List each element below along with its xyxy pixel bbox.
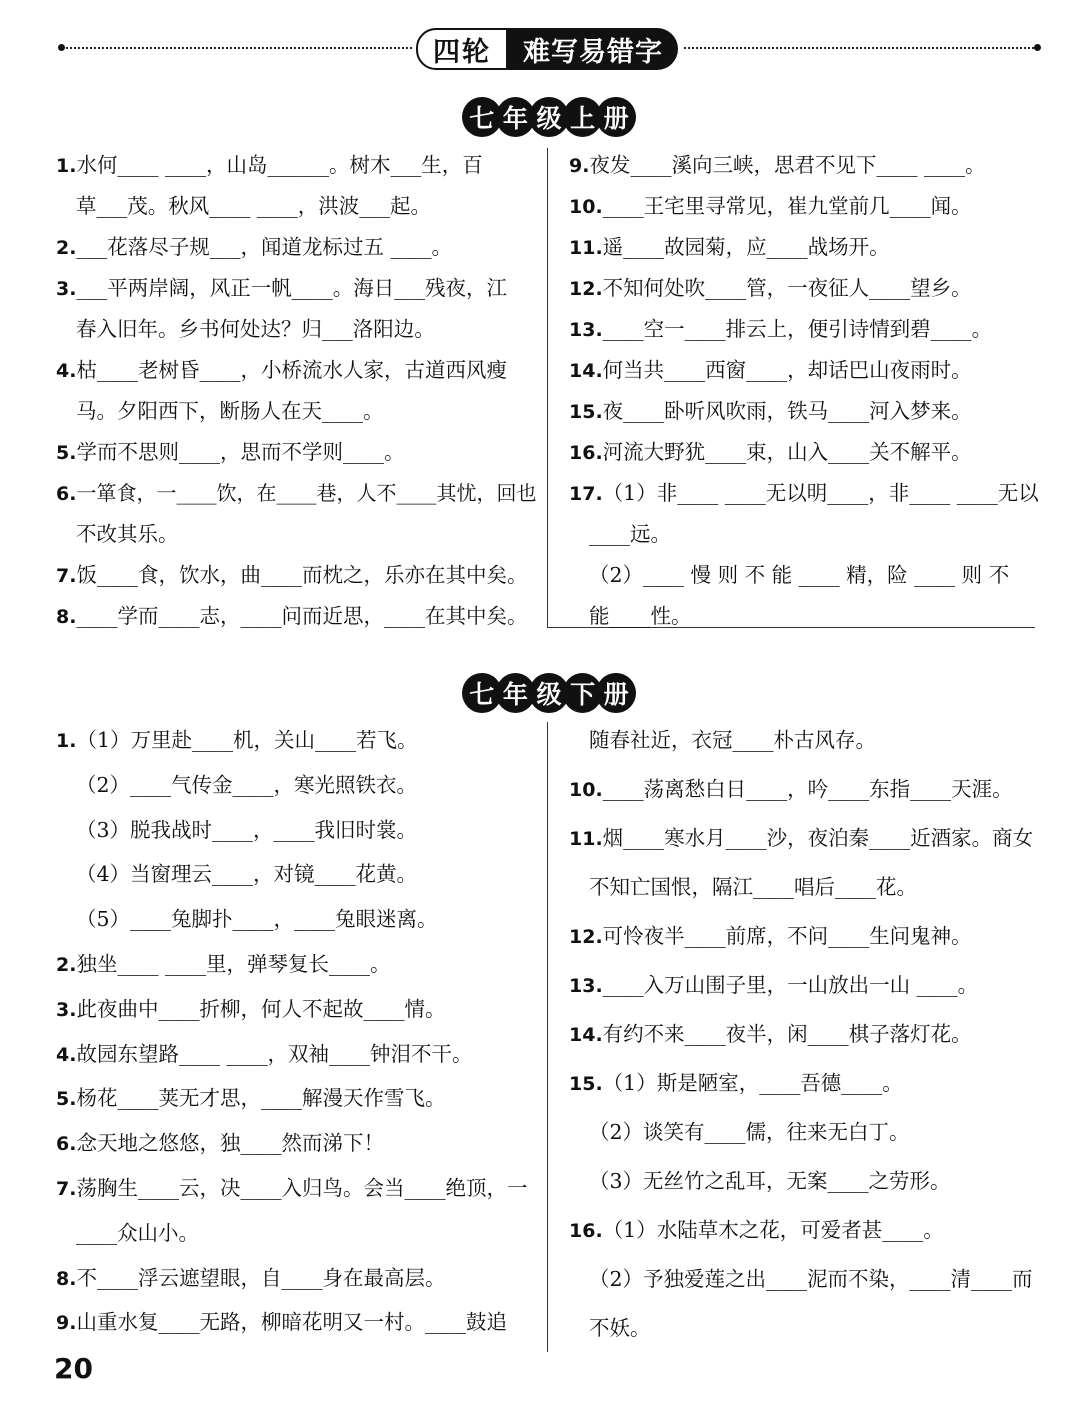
exercise-line bbox=[56, 473, 536, 514]
exercise-line bbox=[56, 309, 536, 350]
item-text: 故园东望路____ ____，双袖____钟泪不干。 bbox=[76, 1041, 473, 1066]
item-number: 16. bbox=[569, 1220, 603, 1242]
exercise-line bbox=[569, 912, 1039, 961]
header-dot-left bbox=[58, 44, 65, 51]
item-text: 一箪食，一____饮，在____巷，人不____其忧，回也 bbox=[76, 481, 537, 505]
item-number: 5. bbox=[56, 442, 77, 464]
item-text: 饭____食，饮水，曲____而枕之，乐亦在其中矣。 bbox=[76, 563, 528, 587]
upper-left-column bbox=[56, 145, 536, 637]
lower-column-divider bbox=[547, 722, 548, 1352]
item-number: 14. bbox=[569, 360, 603, 382]
lower-left-column bbox=[56, 718, 536, 1345]
exercise-line bbox=[569, 716, 1039, 765]
exercise-line bbox=[56, 763, 536, 808]
exercise-line bbox=[56, 942, 536, 987]
item-number: 13. bbox=[569, 319, 603, 341]
item-number: 13. bbox=[569, 975, 603, 997]
item-number: 10. bbox=[569, 196, 603, 218]
grade-char-bubble: 七 bbox=[462, 97, 502, 137]
item-text: 枯____老树昏____，小桥流水人家，古道西风瘦 bbox=[76, 358, 507, 382]
exercise-line bbox=[56, 852, 536, 897]
item-text: （1）非____ ____无以明____，非____ ____无以 bbox=[602, 481, 1039, 505]
exercise-line bbox=[56, 1032, 536, 1077]
exercise-line bbox=[569, 391, 1039, 432]
item-text: 水何____ ____，山岛______。树木___生，百 bbox=[76, 153, 483, 177]
item-text: （2）____ 慢 则 不 能 ____ 精，险 ____ 则 不 bbox=[589, 563, 1010, 587]
item-text: 可怜夜半____前席，不问____生问鬼神。 bbox=[602, 924, 972, 948]
exercise-line bbox=[56, 1166, 536, 1211]
grade-char-bubble: 册 bbox=[596, 673, 636, 713]
exercise-line bbox=[56, 555, 536, 596]
upper-column-divider bbox=[547, 148, 548, 628]
item-text: （1）水陆草木之花，可爱者甚____。 bbox=[602, 1218, 944, 1242]
item-text: 念天地之悠悠，独____然而涕下！ bbox=[76, 1131, 384, 1156]
item-text: 山重水复____无路，柳暗花明又一村。____鼓追 bbox=[76, 1310, 507, 1335]
item-number: 9. bbox=[56, 1312, 77, 1335]
item-number: 10. bbox=[569, 779, 603, 801]
exercise-line bbox=[569, 309, 1039, 350]
item-text: 学而不思则____，思而不学则____。 bbox=[76, 440, 405, 464]
item-text: ____空一____排云上，便引诗情到碧____。 bbox=[602, 317, 993, 341]
exercise-line bbox=[569, 473, 1039, 514]
item-number: 4. bbox=[56, 360, 77, 382]
grade-char-bubble: 级 bbox=[529, 673, 569, 713]
item-text: 不知何处吹____管，一夜征人____望乡。 bbox=[602, 276, 972, 300]
exercise-line bbox=[569, 1206, 1039, 1255]
item-number: 7. bbox=[56, 1177, 77, 1200]
item-number: 6. bbox=[56, 483, 77, 505]
item-text: 马。夕阳西下，断肠人在天____。 bbox=[76, 399, 384, 423]
exercise-line bbox=[56, 145, 536, 186]
item-text: 春入旧年。乡书何处达？归___洛阳边。 bbox=[76, 317, 435, 341]
exercise-line bbox=[569, 1010, 1039, 1059]
section-banner bbox=[416, 28, 680, 68]
exercise-line bbox=[56, 1076, 536, 1121]
exercise-line bbox=[569, 227, 1039, 268]
exercise-line bbox=[56, 186, 536, 227]
exercise-line bbox=[56, 1121, 536, 1166]
item-text: ____学而____志，____问而近思，____在其中矣。 bbox=[76, 604, 528, 628]
exercise-line bbox=[56, 718, 536, 763]
item-number: 11. bbox=[569, 237, 603, 259]
item-text: （4）当窗理云____，对镜____花黄。 bbox=[76, 862, 418, 887]
header-dotted-line-left bbox=[66, 47, 412, 49]
item-text: 夜____卧听风吹雨，铁马____河入梦来。 bbox=[602, 399, 972, 423]
grade-char-bubble: 年 bbox=[496, 97, 536, 137]
exercise-line bbox=[56, 808, 536, 853]
grade-char-bubble: 上 bbox=[563, 97, 603, 137]
item-text: 夜发____溪向三峡，思君不见下____ ____。 bbox=[589, 153, 986, 177]
grade-title-lower bbox=[462, 672, 636, 714]
exercise-line bbox=[56, 596, 536, 637]
grade-char-bubble: 年 bbox=[496, 673, 536, 713]
item-text: ____王宅里寻常见，崔九堂前几____闻。 bbox=[602, 194, 972, 218]
item-text: 随春社近，衣冠____朴古风存。 bbox=[589, 728, 876, 752]
exercise-line bbox=[569, 514, 1039, 555]
exercise-line bbox=[569, 1108, 1039, 1157]
exercise-line bbox=[569, 863, 1039, 912]
upper-right-column bbox=[569, 145, 1039, 637]
exercise-line bbox=[56, 514, 536, 555]
exercise-line bbox=[56, 1256, 536, 1301]
item-text: 草___茂。秋风____ ____，洪波___起。 bbox=[76, 194, 432, 218]
item-text: （2）谈笑有____儒，往来无白丁。 bbox=[589, 1120, 910, 1144]
exercise-line bbox=[569, 186, 1039, 227]
item-text: 不知亡国恨，隔江____唱后____花。 bbox=[589, 875, 917, 899]
exercise-line bbox=[56, 227, 536, 268]
page-number: 20 bbox=[54, 1352, 93, 1385]
exercise-line bbox=[569, 555, 1039, 596]
item-number: 7. bbox=[56, 565, 77, 587]
item-number: 6. bbox=[56, 1133, 77, 1156]
exercise-line bbox=[56, 1300, 536, 1345]
exercise-line bbox=[569, 765, 1039, 814]
item-text: 不____浮云遮望眼，自____身在最高层。 bbox=[76, 1265, 446, 1290]
grade-char-bubble: 七 bbox=[462, 673, 502, 713]
item-number: 3. bbox=[56, 998, 77, 1021]
item-text: 有约不来____夜半，闲____棋子落灯花。 bbox=[602, 1022, 972, 1046]
exercise-line bbox=[56, 897, 536, 942]
item-text: ___花落尽子规___，闻道龙标过五 ____。 bbox=[76, 235, 452, 259]
grade-char-bubble: 下 bbox=[563, 673, 603, 713]
exercise-line bbox=[56, 987, 536, 1032]
item-number: 2. bbox=[56, 237, 77, 259]
exercise-line bbox=[56, 391, 536, 432]
item-text: 不改其乐。 bbox=[76, 522, 179, 546]
item-text: ____远。 bbox=[589, 522, 671, 546]
exercise-line bbox=[569, 1255, 1039, 1304]
exercise-line bbox=[569, 1304, 1039, 1353]
exercise-line bbox=[569, 350, 1039, 391]
item-text: ___平两岸阔，风正一帆____。海日___残夜，江 bbox=[76, 276, 507, 300]
item-text: 能____性。 bbox=[589, 604, 692, 628]
item-text: 此夜曲中____折柳，何人不起故____情。 bbox=[76, 996, 446, 1021]
item-text: （1）斯是陋室，____吾德____。 bbox=[602, 1071, 903, 1095]
exercise-line bbox=[56, 350, 536, 391]
header-dot-right bbox=[1034, 44, 1041, 51]
item-text: ____入万山围子里，一山放出一山 ____。 bbox=[602, 973, 979, 997]
grade-char-bubble: 册 bbox=[596, 97, 636, 137]
item-number: 8. bbox=[56, 606, 77, 628]
item-number: 2. bbox=[56, 953, 77, 976]
exercise-line bbox=[569, 596, 1039, 637]
item-text: 荡胸生____云，决____入归鸟。会当____绝顶，一 bbox=[76, 1175, 528, 1200]
item-text: ____荡离愁白日____，吟____东指____天涯。 bbox=[602, 777, 1013, 801]
exercise-line bbox=[569, 145, 1039, 186]
grade-char-bubble: 级 bbox=[529, 97, 569, 137]
item-number: 15. bbox=[569, 1073, 603, 1095]
item-number: 16. bbox=[569, 442, 603, 464]
exercise-line bbox=[569, 961, 1039, 1010]
header-dotted-line-right bbox=[684, 47, 1034, 49]
banner-title: 难写易错字 bbox=[508, 28, 678, 70]
exercise-line bbox=[569, 1157, 1039, 1206]
item-text: 遥____故园菊，应____战场开。 bbox=[602, 235, 890, 259]
grade-title-upper bbox=[462, 96, 636, 138]
item-text: 杨花____荚无才思，____解漫天作雪飞。 bbox=[76, 1086, 446, 1111]
item-number: 1. bbox=[56, 155, 77, 177]
exercise-line bbox=[569, 814, 1039, 863]
item-number: 12. bbox=[569, 278, 603, 300]
exercise-line bbox=[56, 1211, 536, 1256]
item-text: （3）脱我战时____，____我旧时裳。 bbox=[76, 817, 418, 842]
item-number: 9. bbox=[569, 155, 590, 177]
exercise-line bbox=[569, 1059, 1039, 1108]
item-number: 4. bbox=[56, 1043, 77, 1066]
item-text: 烟____寒水月____沙，夜泊秦____近酒家。商女 bbox=[602, 826, 1034, 850]
item-number: 3. bbox=[56, 278, 77, 300]
item-number: 14. bbox=[569, 1024, 603, 1046]
item-number: 12. bbox=[569, 926, 603, 948]
item-text: （5）____兔脚扑____，____兔眼迷离。 bbox=[76, 907, 438, 932]
banner-round: 四轮 bbox=[416, 28, 508, 70]
item-text: （1）万里赴____机，关山____若飞。 bbox=[76, 728, 418, 752]
exercise-line bbox=[569, 268, 1039, 309]
item-text: （2）予独爱莲之出____泥而不染，____清____而 bbox=[589, 1267, 1033, 1291]
item-number: 17. bbox=[569, 483, 603, 505]
item-text: 独坐____ ____里，弹琴复长____。 bbox=[76, 951, 391, 976]
item-text: 河流大野犹____束，山入____关不解平。 bbox=[602, 440, 972, 464]
exercise-line bbox=[569, 432, 1039, 473]
exercise-line bbox=[56, 432, 536, 473]
item-number: 8. bbox=[56, 1267, 77, 1290]
item-text: 何当共____西窗____，却话巴山夜雨时。 bbox=[602, 358, 972, 382]
item-text: （2）____气传金____，寒光照铁衣。 bbox=[76, 772, 418, 797]
item-text: （3）无丝竹之乱耳，无案____之劳形。 bbox=[589, 1169, 951, 1193]
item-number: 11. bbox=[569, 828, 603, 850]
exercise-line bbox=[56, 268, 536, 309]
lower-right-column bbox=[569, 716, 1039, 1353]
item-number: 15. bbox=[569, 401, 603, 423]
item-text: ____众山小。 bbox=[76, 1220, 199, 1245]
item-text: 不妖。 bbox=[589, 1316, 651, 1340]
item-number: 5. bbox=[56, 1088, 77, 1111]
item-number: 1. bbox=[56, 730, 77, 752]
